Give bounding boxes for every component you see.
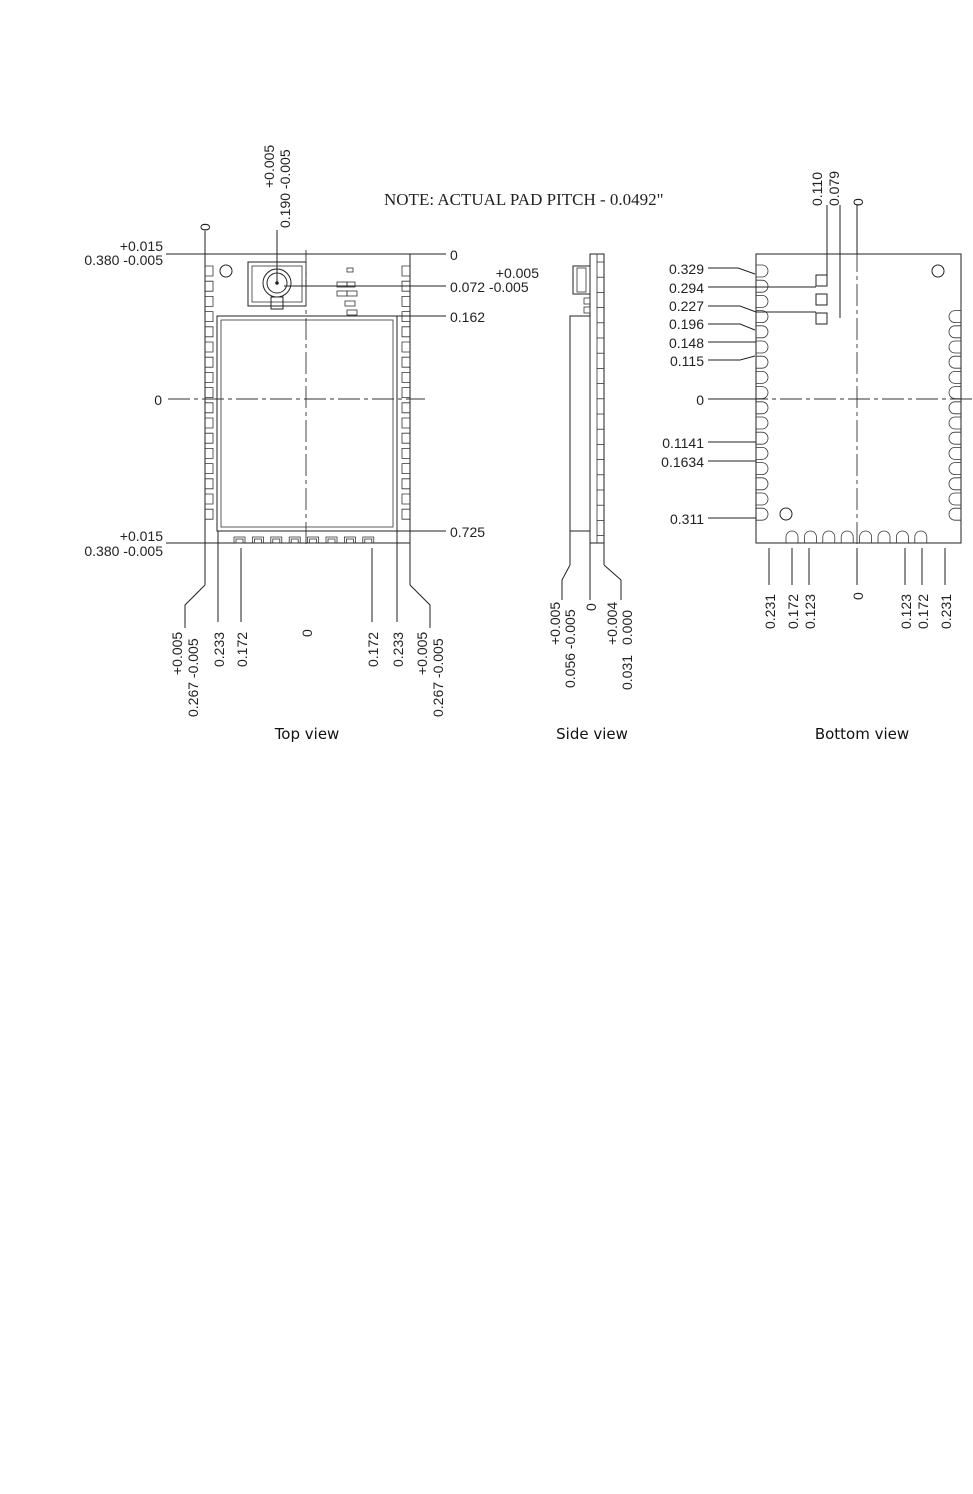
- top-view-left-pad: [205, 509, 213, 519]
- pad-pitch-note: NOTE: ACTUAL PAD PITCH - 0.0492": [384, 190, 664, 209]
- top-view-right-pad: [402, 372, 410, 382]
- bottom-172-left-label: 0.172: [234, 631, 250, 667]
- side-view-dimension-2: 0.031: [619, 654, 635, 690]
- bottom-view-bottom-231-right: 0.231: [938, 593, 954, 629]
- bottom-view-right-pad: [949, 447, 961, 459]
- bottom-view-left-115: 0.115: [670, 353, 704, 369]
- top-view-left-pad: [205, 403, 213, 413]
- bottom-view-right-pads: [949, 311, 961, 521]
- bottom-view-right-pad: [949, 417, 961, 429]
- bottom-233-right-label: 0.233: [390, 631, 406, 667]
- bottom-view-bottom-172-right: 0.172: [915, 593, 931, 629]
- left-top-tolerance-plus: +0.015: [119, 238, 163, 254]
- bottom-view-right-pad: [949, 508, 961, 520]
- connector-dimension: 0.190 -0.005: [277, 149, 293, 228]
- side-view-castellations: [597, 262, 604, 536]
- bottom-view-caption: Bottom view: [814, 725, 910, 743]
- top-view-left-pad: [205, 464, 213, 474]
- bottom-233-left-label: 0.233: [211, 631, 227, 667]
- top-view-right-pads: [402, 266, 410, 519]
- top-view-left-pad: [205, 342, 213, 352]
- top-view-center-zero: 0: [154, 392, 162, 408]
- top-view-bottom-pad-inner: [273, 539, 280, 543]
- left-bottom-dimension: 0.380 -0.005: [84, 543, 163, 559]
- bottom-view-left-zero: 0: [696, 392, 704, 408]
- top-view-module-outline: [205, 254, 410, 543]
- bottom-view-top-110: 0.110: [809, 172, 825, 206]
- right-162-label: 0.162: [450, 309, 486, 325]
- bottom-view-left-pad: [756, 265, 768, 277]
- top-view-right-pad: [402, 342, 410, 352]
- bottom-view-right-pad: [949, 478, 961, 490]
- bottom-view-left-pad: [756, 508, 768, 520]
- bottom-view-mounting-hole: [932, 265, 944, 277]
- bottom-view-left-196: 0.196: [668, 316, 704, 332]
- bottom-view-bottom-pad: [915, 531, 927, 543]
- test-pad-3: [816, 313, 827, 324]
- bottom-view-left-pads: [756, 265, 768, 520]
- right-072-tolerance-plus: +0.005: [495, 265, 539, 281]
- bottom-view-left-1141: 0.1141: [662, 435, 704, 451]
- bottom-right-dimension: 0.267 -0.005: [430, 638, 446, 717]
- bottom-view-right-pad: [949, 371, 961, 383]
- bottom-view-bottom-zero: 0: [850, 592, 866, 600]
- top-view-mounting-hole: [220, 265, 232, 277]
- bottom-view-left-227: 0.227: [668, 298, 704, 314]
- top-view-right-pad: [402, 494, 410, 504]
- bottom-view-bottom-pad: [841, 531, 853, 543]
- bottom-view: [661, 171, 973, 743]
- top-view-right-pad: [402, 266, 410, 276]
- top-view-right-pad: [402, 403, 410, 413]
- top-view-left-pad: [205, 357, 213, 367]
- test-pad-1: [816, 275, 827, 286]
- top-view-left-pad: [205, 388, 213, 398]
- left-top-dimension: 0.380 -0.005: [84, 252, 163, 268]
- top-view-left-pad: [205, 312, 213, 322]
- right-zero-label: 0: [450, 247, 458, 263]
- bottom-view-right-pad: [949, 402, 961, 414]
- side-view-tolerance-zero-2: 0.000: [619, 609, 635, 645]
- bottom-view-module-outline: [756, 254, 961, 543]
- top-view-right-pad: [402, 388, 410, 398]
- top-view-left-pad: [205, 479, 213, 489]
- top-view-bottom-pad-inner: [254, 539, 261, 543]
- bottom-view-bottom-pad: [878, 531, 890, 543]
- top-view: [84, 145, 539, 743]
- test-pad-2: [816, 294, 827, 305]
- top-view-bottom-pad-inner: [310, 539, 317, 543]
- bottom-view-right-pad: [949, 326, 961, 338]
- bottom-view-left-294: 0.294: [668, 280, 704, 296]
- top-view-right-pad: [402, 418, 410, 428]
- top-view-right-pad: [402, 433, 410, 443]
- top-view-top-zero: 0: [197, 223, 213, 231]
- bottom-view-right-pad: [949, 463, 961, 475]
- bottom-172-right-label: 0.172: [365, 631, 381, 667]
- bottom-view-left-pad: [756, 356, 768, 368]
- bottom-view-top-zero: 0: [850, 198, 866, 206]
- top-view-left-pad: [205, 372, 213, 382]
- top-view-left-pad: [205, 448, 213, 458]
- side-view-caption: Side view: [556, 725, 628, 743]
- bottom-view-right-pad: [949, 387, 961, 399]
- bottom-view-right-pad: [949, 356, 961, 368]
- top-view-right-pad: [402, 312, 410, 322]
- top-view-shield: [217, 316, 397, 531]
- bottom-view-bottom-172-left: 0.172: [785, 593, 801, 629]
- bottom-view-bottom-pads: [786, 531, 927, 543]
- bottom-view-left-pad: [756, 417, 768, 429]
- bottom-view-bottom-231-left: 0.231: [762, 593, 778, 629]
- top-view-left-pad: [205, 433, 213, 443]
- top-view-left-pad: [205, 494, 213, 504]
- top-view-right-pad: [402, 357, 410, 367]
- bottom-left-tolerance-plus: +0.005: [169, 631, 185, 675]
- bottom-view-bottom-123-left: 0.123: [802, 593, 818, 629]
- bottom-view-right-pad: [949, 493, 961, 505]
- top-view-left-pad: [205, 281, 213, 291]
- bottom-view-left-311: 0.311: [670, 511, 704, 527]
- bottom-view-right-pad: [949, 341, 961, 353]
- side-view-tolerance-plus-2: +0.004: [604, 601, 620, 645]
- bottom-view-left-pad: [756, 447, 768, 459]
- bottom-view-left-pad: [756, 402, 768, 414]
- side-view-tolerance-plus-1: +0.005: [547, 601, 563, 645]
- bottom-view-left-pad: [756, 371, 768, 383]
- top-view-bottom-zero: 0: [299, 629, 315, 637]
- top-view-bottom-pad-inner: [365, 539, 372, 543]
- bottom-view-pin1-marker: [780, 508, 792, 520]
- bottom-view-bottom-pad: [860, 531, 872, 543]
- right-725-label: 0.725: [450, 524, 486, 540]
- bottom-view-left-pad: [756, 463, 768, 475]
- top-view-right-pad: [402, 479, 410, 489]
- bottom-view-left-pad: [756, 387, 768, 399]
- bottom-view-left-pad: [756, 478, 768, 490]
- top-view-bottom-pads: [234, 537, 374, 543]
- side-view-zero: 0: [583, 603, 599, 611]
- bottom-view-bottom-123-right: 0.123: [898, 593, 914, 629]
- side-view: [547, 254, 635, 743]
- bottom-view-bottom-pad: [823, 531, 835, 543]
- top-view-left-pad: [205, 418, 213, 428]
- bottom-left-dimension: 0.267 -0.005: [185, 638, 201, 717]
- top-view-left-pad: [205, 327, 213, 337]
- top-view-right-pad: [402, 464, 410, 474]
- connector-tolerance-plus: +0.005: [261, 144, 277, 188]
- bottom-view-left-pad: [756, 432, 768, 444]
- bottom-view-right-pad: [949, 432, 961, 444]
- bottom-view-left-pad: [756, 493, 768, 505]
- bottom-view-left-pad: [756, 280, 768, 292]
- top-view-shield-inner: [221, 320, 393, 527]
- side-view-connector: [573, 266, 590, 294]
- top-view-left-pads: [205, 266, 213, 519]
- top-view-bottom-pad-inner: [346, 539, 353, 543]
- top-view-passives: [337, 268, 357, 315]
- bottom-view-right-pad: [949, 311, 961, 323]
- top-view-bottom-pad-inner: [328, 539, 335, 543]
- top-view-left-pad: [205, 296, 213, 306]
- right-072-dimension: 0.072 -0.005: [450, 279, 529, 295]
- bottom-right-tolerance-plus: +0.005: [414, 631, 430, 675]
- top-view-left-pad: [205, 266, 213, 276]
- bottom-view-bottom-pad: [786, 531, 798, 543]
- top-view-right-pad: [402, 448, 410, 458]
- top-view-right-pad: [402, 327, 410, 337]
- top-view-caption: Top view: [274, 725, 340, 743]
- top-view-right-pad: [402, 296, 410, 306]
- left-bottom-tolerance-plus: +0.015: [119, 528, 163, 544]
- top-view-right-pad: [402, 509, 410, 519]
- bottom-view-left-pad: [756, 295, 768, 307]
- top-view-bottom-pad-inner: [291, 539, 298, 543]
- side-view-dimension-1: 0.056 -0.005: [562, 609, 578, 688]
- top-view-bottom-pad-inner: [236, 539, 243, 543]
- bottom-view-top-079: 0.079: [826, 170, 842, 206]
- bottom-view-left-148: 0.148: [668, 335, 704, 351]
- bottom-view-bottom-pad: [896, 531, 908, 543]
- side-view-shield: [570, 316, 590, 531]
- bottom-view-left-pad: [756, 326, 768, 338]
- bottom-view-left-pad: [756, 341, 768, 353]
- bottom-view-left-329: 0.329: [668, 261, 704, 277]
- bottom-view-left-1634: 0.1634: [661, 454, 704, 470]
- bottom-view-bottom-pad: [804, 531, 816, 543]
